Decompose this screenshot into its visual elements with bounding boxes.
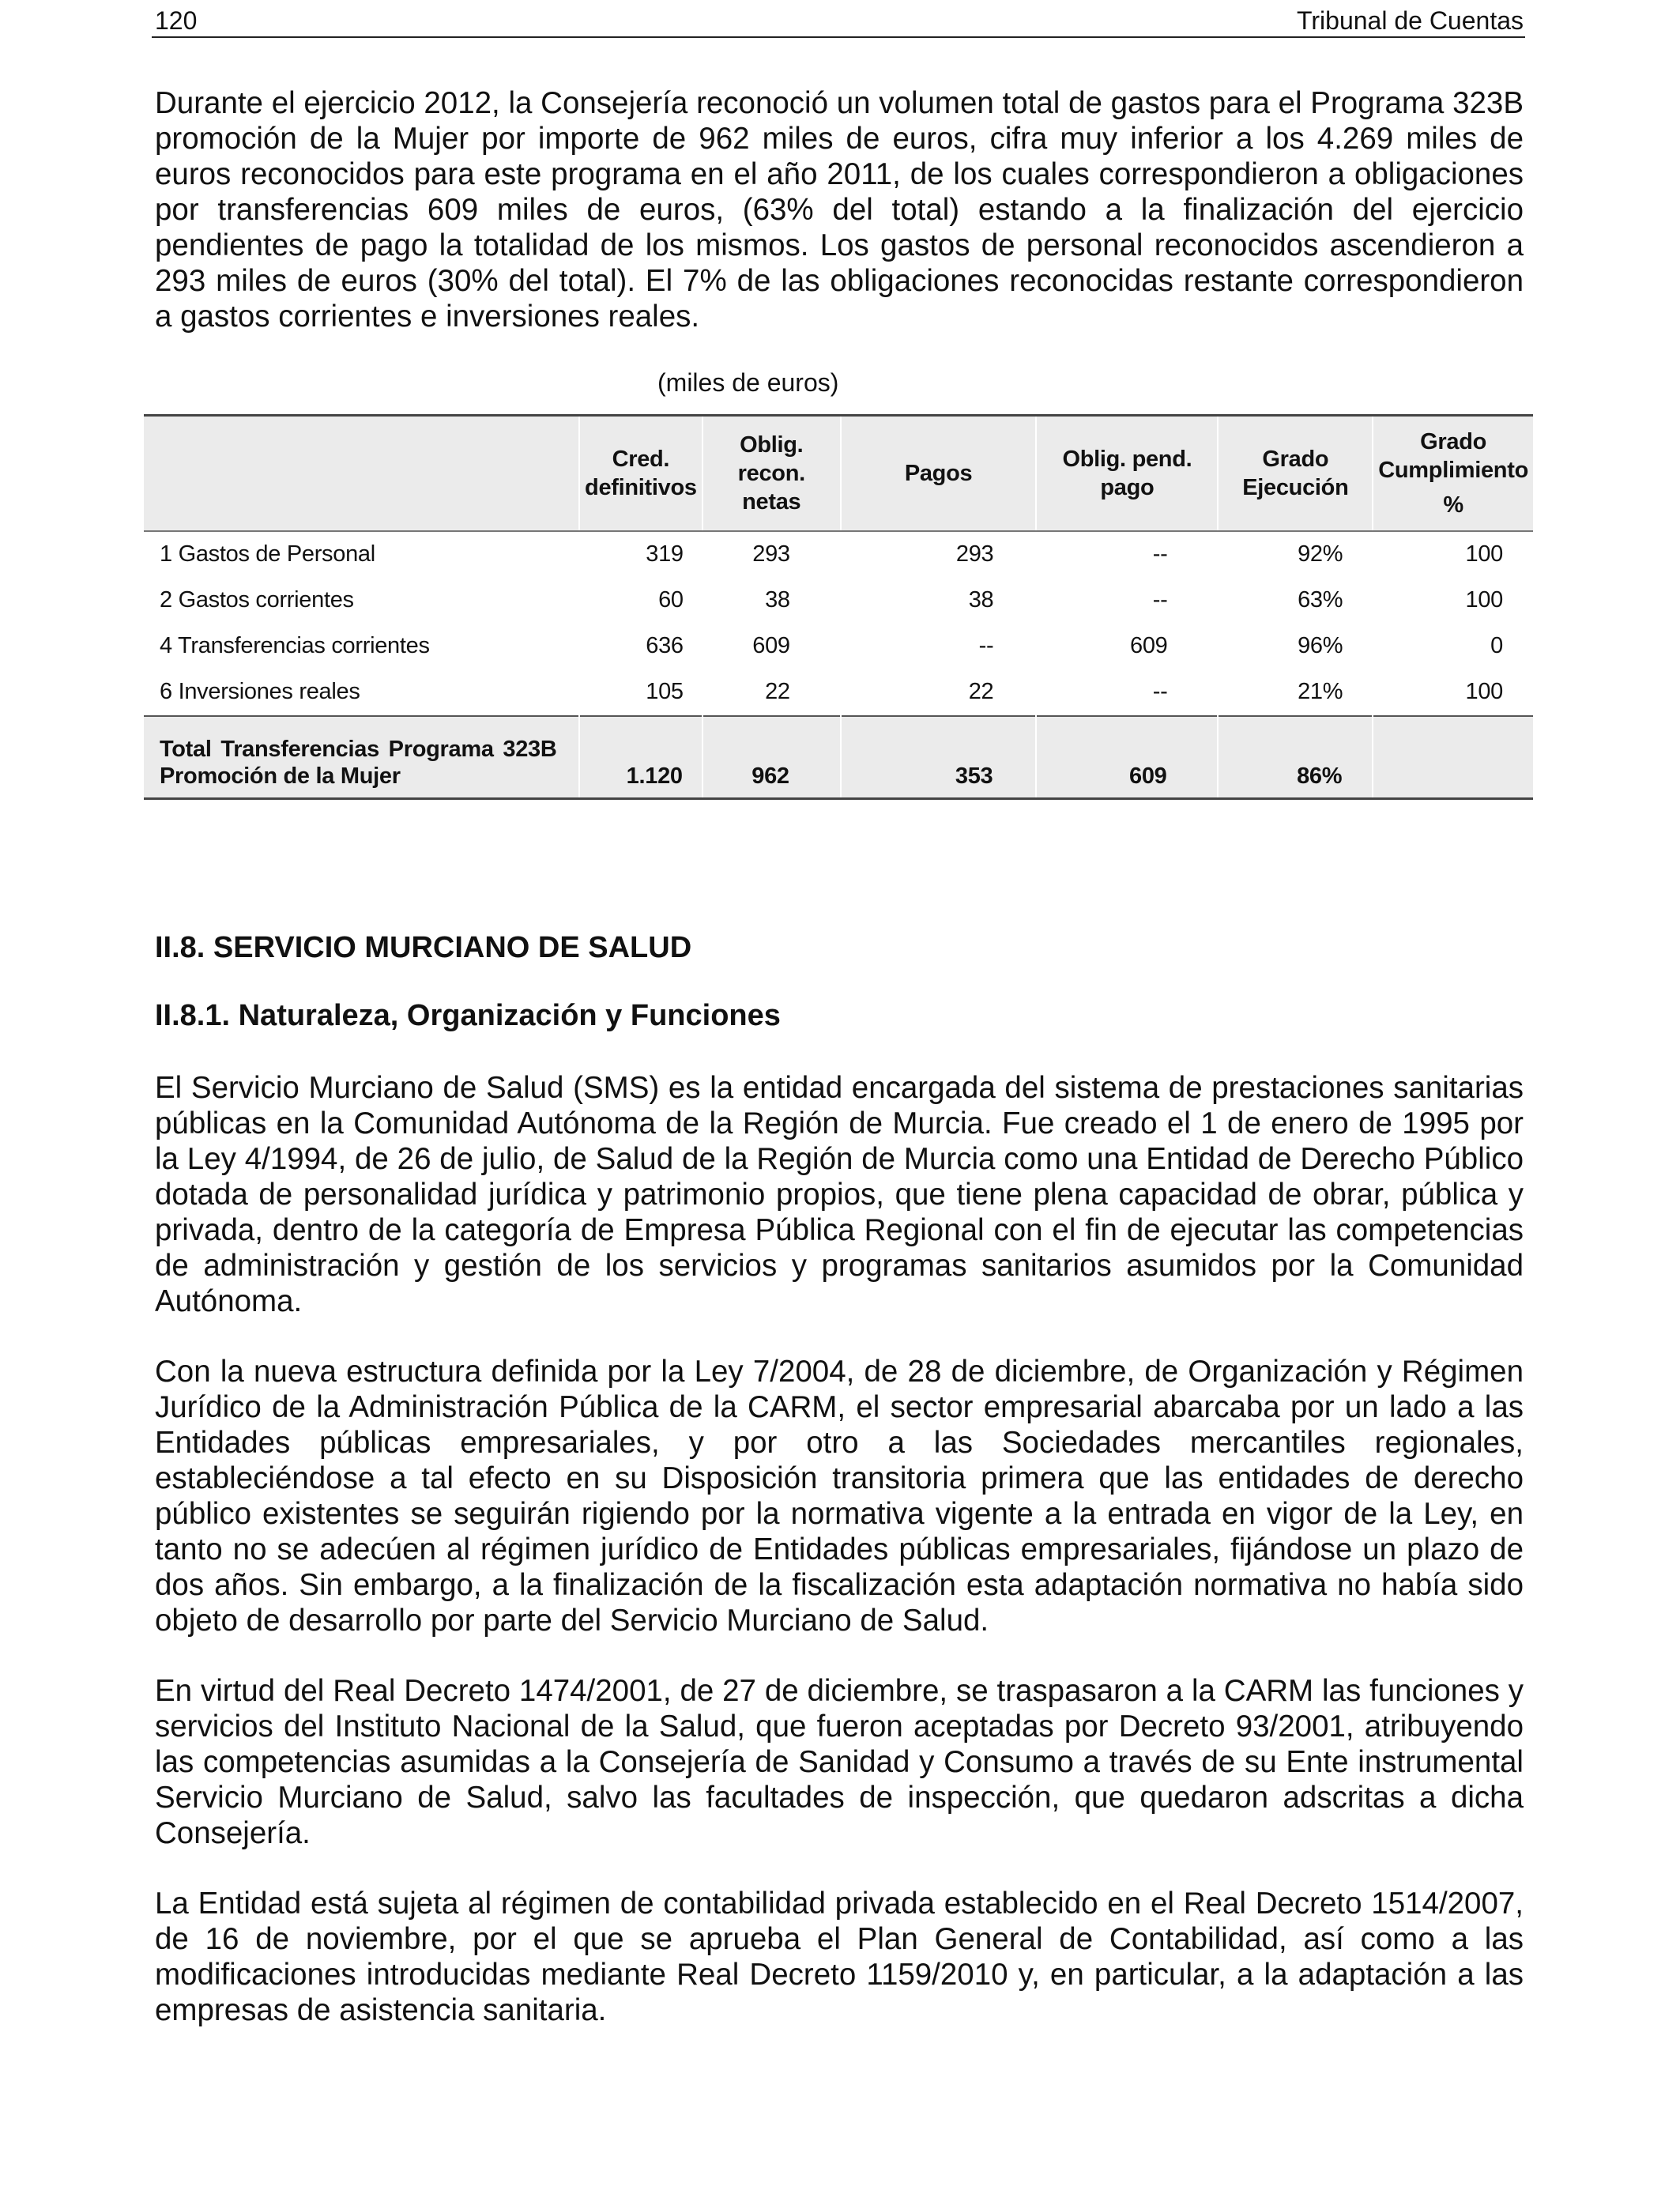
section-paragraph: La Entidad está sujeta al régimen de contabilidad privada establecido en el Real Decreto 1514/2007, de 16 de noviembre, por el que se aprueba el Plan General de Contabilidad, así como a las modificaciones introducidas mediante Real Decreto 1159/2010 y, en particular, a la adaptación a las empresas de asistencia sanitaria. bbox=[155, 1887, 1524, 2027]
total-pend: 609 bbox=[1036, 716, 1218, 799]
cell-pend: 609 bbox=[1129, 633, 1168, 658]
table-row bbox=[144, 531, 1533, 578]
row-label: 2 Gastos corrientes bbox=[160, 587, 354, 613]
table-total-row bbox=[144, 716, 1533, 799]
cell-pagos: -- bbox=[978, 633, 994, 658]
header-pagos: Pagos bbox=[841, 416, 1037, 531]
cell-oblig: 609 bbox=[752, 633, 790, 658]
section-heading: II.8. SERVICIO MURCIANO DE SALUD bbox=[155, 931, 692, 964]
header-grado-ejecucion: Grado Ejecución bbox=[1218, 416, 1373, 531]
cell-grado-ej: 96% bbox=[1298, 633, 1343, 658]
cell-cred: 319 bbox=[646, 541, 684, 567]
section-paragraph: En virtud del Real Decreto 1474/2001, de 27 de diciembre, se traspasaron a la CARM las funciones y servicios del Instituto Nacional de la Salud, que fueron aceptadas por Decreto 93/2001, atribuyendo las competencias asumidas a la Consejería de Sanidad y Consumo a través de su Ente instrumental Servicio Murciano de Salud, salvo las facultades de inspección, que quedaron adscritas a dicha Consejería. bbox=[155, 1674, 1524, 1850]
cell-pagos: 293 bbox=[955, 541, 994, 567]
cell-pagos: 38 bbox=[968, 587, 994, 613]
cell-grado-ej: 21% bbox=[1298, 679, 1343, 704]
section-paragraph: Con la nueva estructura definida por la Ley 7/2004, de 28 de diciembre, de Organización y Régimen Jurídico de la Administración Pública de la CARM, el sector empresarial abarcaba por un lado a las Entidades públicas empresariales, y por otro a las Sociedades mercantiles regionales, estableciéndose a tal efecto en su Disposición transitoria primera que las entidades de derecho público existentes se seguirán rigiendo por la normativa vigente a la entrada en vigor de la Ley, en tanto no se adecúen al régimen jurídico de Entidades públicas empresariales, fijándose un plazo de dos años. Sin embargo, a la finalización de la fiscalización esta adaptación normativa no había sido objeto de desarrollo por parte del Servicio Murciano de Salud. bbox=[155, 1355, 1524, 1638]
cell-grado-ej: 63% bbox=[1298, 587, 1343, 613]
header-cred: Cred. definitivos bbox=[579, 416, 703, 531]
total-label: Total Transferencias Programa 323B Promoción de la Mujer bbox=[144, 716, 579, 799]
cell-pend: -- bbox=[1152, 587, 1168, 613]
cell-pend: -- bbox=[1152, 541, 1168, 567]
cell-grado-cum: 0 bbox=[1490, 633, 1503, 658]
cell-oblig: 22 bbox=[765, 679, 790, 704]
row-label: 6 Inversiones reales bbox=[160, 679, 360, 704]
cell-cred: 105 bbox=[646, 679, 684, 704]
table-header-row bbox=[144, 416, 1533, 531]
section-paragraph: El Servicio Murciano de Salud (SMS) es la entidad encargada del sistema de prestaciones sanitarias públicas en la Comunidad Autónoma de la Región de Murcia. Fue creado el 1 de enero de 1995 por la Ley 4/1994, de 26 de julio, de Salud de la Región de Murcia como una Entidad de Derecho Público dotada de personalidad jurídica y patrimonio propios, que tiene plena capacidad de obrar, pública y privada, dentro de la categoría de Empresa Pública Regional con el fin de ejecutar las competencias de administración y gestión de los servicios y programas sanitarios asumidos por la Comunidad Autónoma. bbox=[155, 1071, 1524, 1318]
table-row bbox=[144, 669, 1533, 716]
cell-grado-ej: 92% bbox=[1298, 541, 1343, 567]
cell-oblig: 38 bbox=[765, 587, 790, 613]
total-cred: 1.120 bbox=[579, 716, 703, 799]
header-oblig: Oblig. recon. netas bbox=[703, 416, 841, 531]
table-caption: (miles de euros) bbox=[657, 368, 839, 397]
cell-grado-cum: 100 bbox=[1465, 587, 1503, 613]
cell-cred: 60 bbox=[658, 587, 684, 613]
table-row bbox=[144, 624, 1533, 669]
table-row bbox=[144, 578, 1533, 624]
cell-grado-cum: 100 bbox=[1465, 679, 1503, 704]
header-grado-cumplimiento: Grado Cumplimiento % bbox=[1373, 416, 1533, 531]
total-pagos: 353 bbox=[841, 716, 1037, 799]
row-label: 1 Gastos de Personal bbox=[160, 541, 375, 567]
section-subheading: II.8.1. Naturaleza, Organización y Funciones bbox=[155, 999, 781, 1032]
total-oblig: 962 bbox=[703, 716, 841, 799]
cell-oblig: 293 bbox=[752, 541, 790, 567]
cell-grado-cum: 100 bbox=[1465, 541, 1503, 567]
page-number: 120 bbox=[155, 6, 198, 35]
budget-table bbox=[144, 414, 1533, 800]
header-organization: Tribunal de Cuentas bbox=[1297, 6, 1524, 35]
total-grado-cum bbox=[1373, 716, 1533, 799]
row-label: 4 Transferencias corrientes bbox=[160, 633, 430, 658]
cell-cred: 636 bbox=[646, 633, 684, 658]
header-concept bbox=[144, 416, 579, 531]
cell-pagos: 22 bbox=[968, 679, 994, 704]
page-header bbox=[152, 6, 1525, 38]
intro-paragraph: Durante el ejercicio 2012, la Consejería reconoció un volumen total de gastos para el Programa 323B promoción de la Mujer por importe de 962 miles de euros, cifra muy inferior a los 4.269 miles de euros reconocidos para este programa en el año 2011, de los cuales correspondieron a obligaciones por transferencias 609 miles de euros, (63% del total) estando a la finalización del ejercicio pendientes de pago la totalidad de los mismos. Los gastos de personal reconocidos ascendieron a 293 miles de euros (30% del total). El 7% de las obligaciones reconocidas restante correspondieron a gastos corrientes e inversiones reales. bbox=[155, 86, 1524, 334]
header-pend: Oblig. pend. pago bbox=[1036, 416, 1218, 531]
total-grado-ej: 86% bbox=[1218, 716, 1373, 799]
cell-pend: -- bbox=[1152, 679, 1168, 704]
